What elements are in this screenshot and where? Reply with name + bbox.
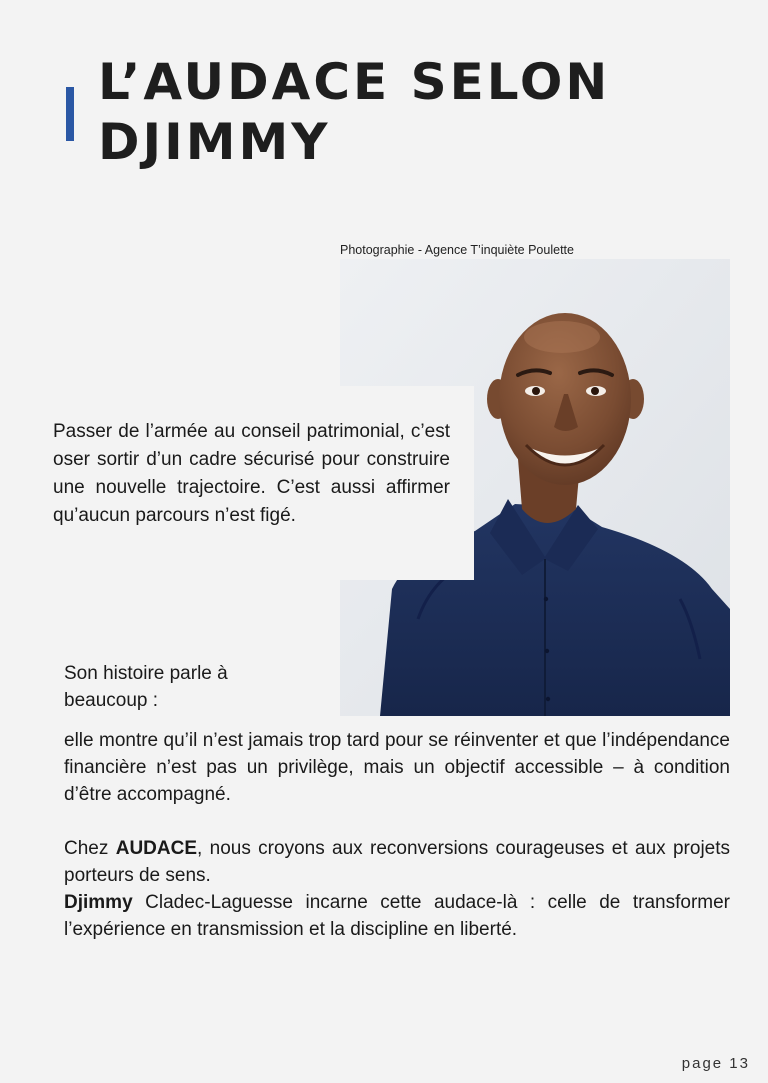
page-title-line-2: DJIMMY: [98, 113, 331, 171]
title-accent-bar: [66, 87, 74, 141]
page-title-line-1: L’AUDACE SELON: [98, 53, 611, 111]
person-name: Djimmy: [64, 892, 133, 913]
paragraph-3: Djimmy Cladec-Laguesse incarne cette audace-là : celle de transformer l’expérience en transmission et la discipline en liberté.: [64, 892, 730, 940]
brand-name-audace: AUDACE: [115, 838, 197, 859]
page-number: page 13: [681, 1055, 750, 1072]
photo-credit: Photographie - Agence T’inquiète Poulette: [340, 243, 574, 257]
page-title: [98, 52, 610, 172]
intro-text: Son histoire parle à beaucoup :: [64, 663, 228, 711]
paragraph-2: Chez AUDACE, nous croyons aux reconversions courageuses et aux projets porteurs de sens.: [64, 838, 731, 886]
body-text: [64, 727, 730, 943]
paragraph-1: elle montre qu’il n’est jamais trop tard pour se réinventer et que l’indépendance financière n’est pas un privilège, mais un objectif accessible – à condition d’être accompagné.: [64, 730, 730, 805]
pull-quote: Passer de l’armée au conseil patrimonial, c’est oser sortir d’un cadre sécurisé pour construire une nouvelle trajectoire. C’est aussi affirmer qu’aucun parcours n’est figé.: [53, 421, 450, 526]
